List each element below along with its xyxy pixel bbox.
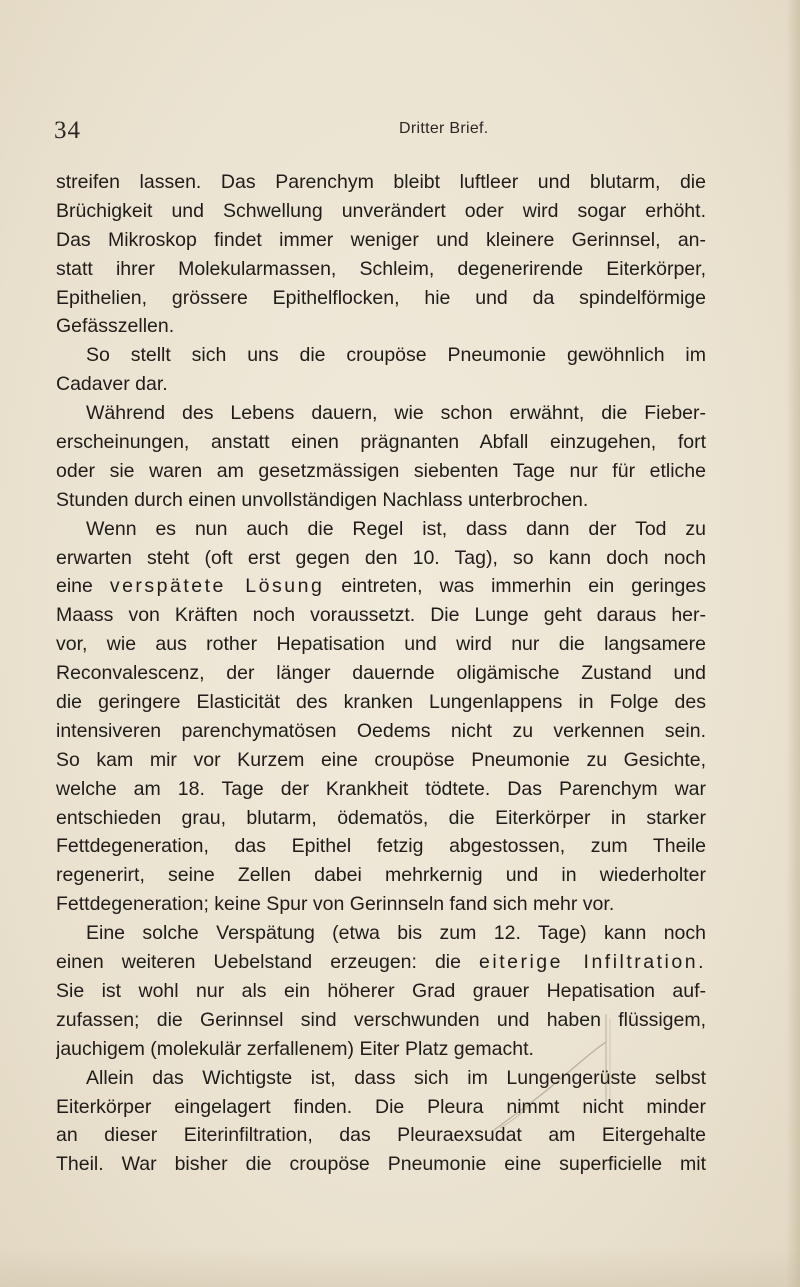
- text-line: die geringere Elasticität des kranken Lungenlappens in Folge des: [56, 691, 706, 714]
- text-line: Eine solche Verspätung (etwa bis zum 12. Tage) kann noch: [86, 922, 706, 945]
- running-head: Dritter Brief.: [399, 120, 489, 137]
- page-header: [54, 114, 694, 144]
- page-edge-shadow: [786, 0, 800, 1287]
- text-line: Allein das Wichtigste ist, dass sich im Lungengerüste selbst: [86, 1066, 706, 1089]
- emphasized-text: eiterige Infiltration.: [479, 951, 706, 974]
- text-line: Stunden durch einen unvollständigen Nachlass unterbrochen.: [56, 488, 589, 511]
- text-segment: eintreten, was immerhin ein geringes: [324, 575, 706, 598]
- text-line: oder sie waren am gesetzmässigen siebenten Tage nur für etliche: [56, 459, 706, 482]
- text-line: Cadaver dar.: [56, 373, 168, 396]
- text-line: erscheinungen, anstatt einen prägnanten Abfall einzugehen, fort: [56, 431, 706, 454]
- text-line: [56, 572, 706, 601]
- text-line: an dieser Eiterinfiltration, das Pleuraexsudat am Eitergehalte: [56, 1124, 706, 1147]
- text-line: welche am 18. Tage der Krankheit tödtete. Das Parenchym war: [56, 777, 706, 800]
- text-line: Eiterkörper eingelagert finden. Die Pleura nimmt nicht minder: [56, 1095, 706, 1118]
- text-line: erwarten steht (oft erst gegen den 10. Tag), so kann doch noch: [56, 546, 706, 569]
- text-line: jauchigem (molekulär zerfallenem) Eiter Platz gemacht.: [56, 1037, 534, 1060]
- text-line: streifen lassen. Das Parenchym bleibt luftleer und blutarm, die: [56, 171, 706, 193]
- text-line: Wenn es nun auch die Regel ist, dass dann der Tod zu: [86, 517, 706, 540]
- page-bottom-shadow: [0, 1247, 800, 1287]
- text-line: regenerirt, seine Zellen dabei mehrkernig und in wiederholter: [56, 864, 706, 887]
- text-line: Während des Lebens dauern, wie schon erwähnt, die Fieber-: [86, 402, 706, 425]
- text-line: vor, wie aus rother Hepatisation und wird nur die langsamere: [56, 633, 706, 656]
- text-line: Gefässzellen.: [56, 315, 175, 338]
- text-line: Reconvalescenz, der länger dauernde oligämische Zustand und: [56, 662, 706, 685]
- text-line: Das Mikroskop findet immer weniger und kleinere Gerinnsel, an-: [56, 228, 706, 251]
- text-segment: einen weiteren Uebelstand erzeugen: die: [56, 951, 480, 974]
- text-line: Sie ist wohl nur als ein höherer Grad grauer Hepatisation auf-: [56, 979, 706, 1002]
- text-line: So kam mir vor Kurzem eine croupöse Pneumonie zu Gesichte,: [56, 748, 706, 771]
- text-line: statt ihrer Molekularmassen, Schleim, degenerirende Eiterkörper,: [56, 257, 706, 280]
- text-segment: eine: [56, 575, 110, 598]
- text-line: Fettdegeneration, das Epithel fetzig abgestossen, zum Theile: [56, 835, 706, 858]
- text-line: Fettdegeneration; keine Spur von Gerinnseln fand sich mehr vor.: [56, 893, 615, 916]
- body-text: [56, 168, 706, 1179]
- text-line: Epithelien, grössere Epithelflocken, hie und da spindelförmige: [56, 286, 706, 309]
- text-line: Theil. War bisher die croupöse Pneumonie eine superficielle mit: [56, 1153, 706, 1176]
- text-line: intensiveren parenchymatösen Oedems nicht zu verkennen sein.: [56, 719, 706, 742]
- text-line: zufassen; die Gerinnsel sind verschwunden und haben flüssigem,: [56, 1008, 706, 1031]
- emphasized-text: verspätete Lösung: [109, 575, 325, 598]
- text-line: Brüchigkeit und Schwellung unverändert oder wird sogar erhöht.: [56, 199, 706, 222]
- text-line: So stellt sich uns die croupöse Pneumonie gewöhnlich im: [86, 344, 706, 367]
- text-line: entschieden grau, blutarm, ödematös, die Eiterkörper in starker: [56, 806, 706, 829]
- text-line: [56, 948, 706, 977]
- text-line: Maass von Kräften noch voraussetzt. Die Lunge geht daraus her-: [56, 604, 706, 627]
- page-number: 34: [54, 117, 81, 144]
